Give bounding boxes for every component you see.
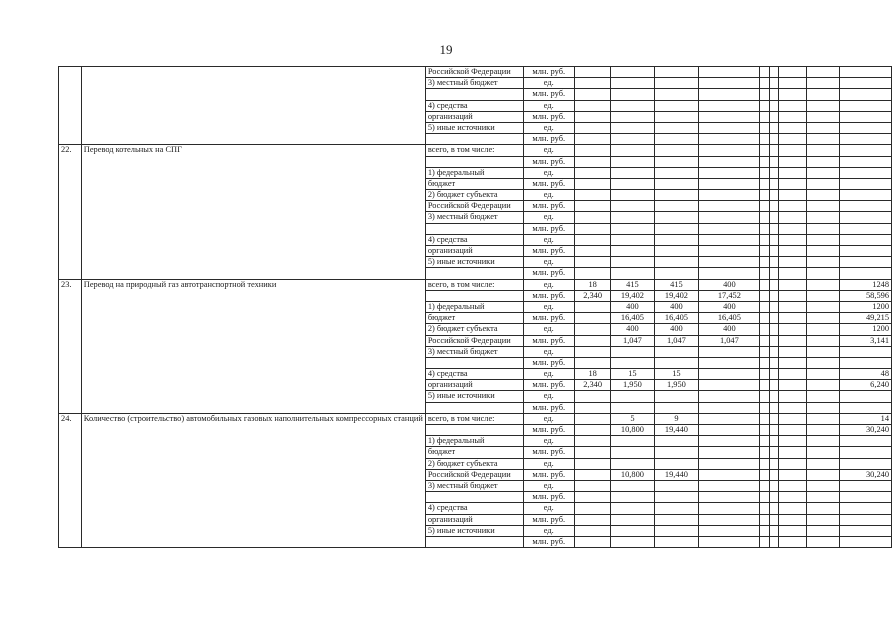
unit-label: млн. руб. (523, 313, 574, 324)
source-label: 2) бюджет субъекта (425, 324, 523, 335)
source-label: 5) иные источники (425, 122, 523, 133)
source-label: бюджет (425, 447, 523, 458)
unit-label: ед. (523, 503, 574, 514)
value-cell (699, 425, 760, 436)
value-cell (574, 313, 610, 324)
unit-label: ед. (523, 324, 574, 335)
unit-label: млн. руб. (523, 492, 574, 503)
value-cell: 19,402 (654, 290, 699, 301)
unit-label: ед. (523, 369, 574, 380)
value-cell: 400 (654, 301, 699, 312)
unit-label: млн. руб. (523, 290, 574, 301)
total-cell: 30,240 (840, 469, 892, 480)
value-cell: 9 (654, 413, 699, 424)
value-cell: 10,800 (611, 469, 654, 480)
unit-label: ед. (523, 257, 574, 268)
unit-label: ед. (523, 190, 574, 201)
source-label: 4) средства (425, 234, 523, 245)
unit-label: млн. руб. (523, 447, 574, 458)
total-cell: 49,215 (840, 313, 892, 324)
value-cell (699, 413, 760, 424)
value-cell: 2,340 (574, 380, 610, 391)
unit-label: ед. (523, 458, 574, 469)
value-cell: 1,950 (654, 380, 699, 391)
unit-label: ед. (523, 391, 574, 402)
unit-label: млн. руб. (523, 201, 574, 212)
total-cell: 14 (840, 413, 892, 424)
total-cell: 30,240 (840, 425, 892, 436)
financing-table (58, 66, 892, 548)
unit-label: млн. руб. (523, 335, 574, 346)
total-cell: 1200 (840, 301, 892, 312)
total-cell: 58,596 (840, 290, 892, 301)
value-cell (574, 335, 610, 346)
source-label: 1) федеральный (425, 436, 523, 447)
total-cell: 6,240 (840, 380, 892, 391)
source-label: бюджет (425, 313, 523, 324)
value-cell (699, 469, 760, 480)
value-cell: 1,950 (611, 380, 654, 391)
source-label: Российской Федерации (425, 469, 523, 480)
table-row (59, 67, 892, 78)
page-number: 19 (439, 42, 453, 57)
value-cell: 5 (611, 413, 654, 424)
unit-label: ед. (523, 78, 574, 89)
item-title: Перевод на природный газ автотранспортной техники (81, 279, 425, 413)
unit-label: млн. руб. (523, 134, 574, 145)
value-cell: 400 (654, 324, 699, 335)
source-label: Российской Федерации (425, 67, 523, 78)
value-cell: 400 (611, 301, 654, 312)
unit-label: млн. руб. (523, 357, 574, 368)
source-label: 4) средства (425, 503, 523, 514)
unit-label: ед. (523, 279, 574, 290)
source-label: 4) средства (425, 100, 523, 111)
source-label: организаций (425, 514, 523, 525)
unit-label: ед. (523, 346, 574, 357)
unit-label: ед. (523, 480, 574, 491)
value-cell: 10,800 (611, 425, 654, 436)
value-cell (574, 425, 610, 436)
item-number: 24. (59, 413, 82, 547)
source-label: организаций (425, 380, 523, 391)
value-cell: 1,047 (654, 335, 699, 346)
value-cell (574, 469, 610, 480)
source-label: всего, в том числе: (425, 145, 523, 156)
unit-label: млн. руб. (523, 425, 574, 436)
value-cell: 415 (654, 279, 699, 290)
unit-label: млн. руб. (523, 380, 574, 391)
source-label: 2) бюджет субъекта (425, 190, 523, 201)
source-label: 5) иные источники (425, 525, 523, 536)
item-title: Перевод котельных на СПГ (81, 145, 425, 279)
value-cell (574, 413, 610, 424)
value-cell: 16,405 (699, 313, 760, 324)
source-label: 2) бюджет субъекта (425, 458, 523, 469)
value-cell: 1,047 (611, 335, 654, 346)
source-label: 1) федеральный (425, 167, 523, 178)
source-label: 1) федеральный (425, 301, 523, 312)
value-cell: 19,440 (654, 425, 699, 436)
source-label: 5) иные источники (425, 257, 523, 268)
value-cell: 400 (699, 324, 760, 335)
item-number-cell (59, 67, 82, 145)
value-cell: 400 (699, 301, 760, 312)
unit-label: ед. (523, 436, 574, 447)
unit-label: млн. руб. (523, 111, 574, 122)
total-cell: 1200 (840, 324, 892, 335)
unit-label: ед. (523, 301, 574, 312)
unit-label: млн. руб. (523, 89, 574, 100)
value-cell: 18 (574, 369, 610, 380)
item-number: 22. (59, 145, 82, 279)
value-cell: 16,405 (611, 313, 654, 324)
source-label: бюджет (425, 178, 523, 189)
unit-label: млн. руб. (523, 514, 574, 525)
value-cell: 18 (574, 279, 610, 290)
value-cell: 415 (611, 279, 654, 290)
value-cell (574, 324, 610, 335)
unit-label: млн. руб. (523, 402, 574, 413)
source-label: Российской Федерации (425, 335, 523, 346)
source-label: 3) местный бюджет (425, 212, 523, 223)
unit-label: ед. (523, 234, 574, 245)
value-cell: 400 (699, 279, 760, 290)
value-cell: 15 (654, 369, 699, 380)
table-row (59, 279, 892, 290)
value-cell: 16,405 (654, 313, 699, 324)
value-cell (699, 380, 760, 391)
value-cell: 400 (611, 324, 654, 335)
value-cell: 19,402 (611, 290, 654, 301)
value-cell: 15 (611, 369, 654, 380)
total-cell: 3,141 (840, 335, 892, 346)
item-title-cell (81, 67, 425, 145)
source-label: 4) средства (425, 369, 523, 380)
item-title: Количество (строительство) автомобильных газовых наполнительных компрессорных станций (81, 413, 425, 547)
unit-label: млн. руб. (523, 268, 574, 279)
value-cell: 1,047 (699, 335, 760, 346)
unit-label: млн. руб. (523, 536, 574, 547)
unit-label: ед. (523, 167, 574, 178)
unit-label: ед. (523, 145, 574, 156)
unit-label: ед. (523, 525, 574, 536)
source-label: 3) местный бюджет (425, 78, 523, 89)
source-label: 3) местный бюджет (425, 346, 523, 357)
source-label: организаций (425, 246, 523, 257)
value-cell: 17,452 (699, 290, 760, 301)
unit-label: ед. (523, 100, 574, 111)
value-cell (574, 301, 610, 312)
source-label: 3) местный бюджет (425, 480, 523, 491)
unit-label: млн. руб. (523, 178, 574, 189)
source-label: Российской Федерации (425, 201, 523, 212)
unit-label: млн. руб. (523, 246, 574, 257)
unit-label: ед. (523, 122, 574, 133)
source-label: организаций (425, 111, 523, 122)
unit-label: млн. руб. (523, 156, 574, 167)
unit-label: млн. руб. (523, 469, 574, 480)
source-label: всего, в том числе: (425, 279, 523, 290)
table-row (59, 145, 892, 156)
unit-label: ед. (523, 413, 574, 424)
value-cell: 2,340 (574, 290, 610, 301)
table-row (59, 413, 892, 424)
source-label: 5) иные источники (425, 391, 523, 402)
total-cell: 1248 (840, 279, 892, 290)
source-label: всего, в том числе: (425, 413, 523, 424)
unit-label: млн. руб. (523, 67, 574, 78)
value-cell (699, 369, 760, 380)
total-cell: 48 (840, 369, 892, 380)
unit-label: млн. руб. (523, 223, 574, 234)
item-number: 23. (59, 279, 82, 413)
value-cell: 19,440 (654, 469, 699, 480)
unit-label: ед. (523, 212, 574, 223)
